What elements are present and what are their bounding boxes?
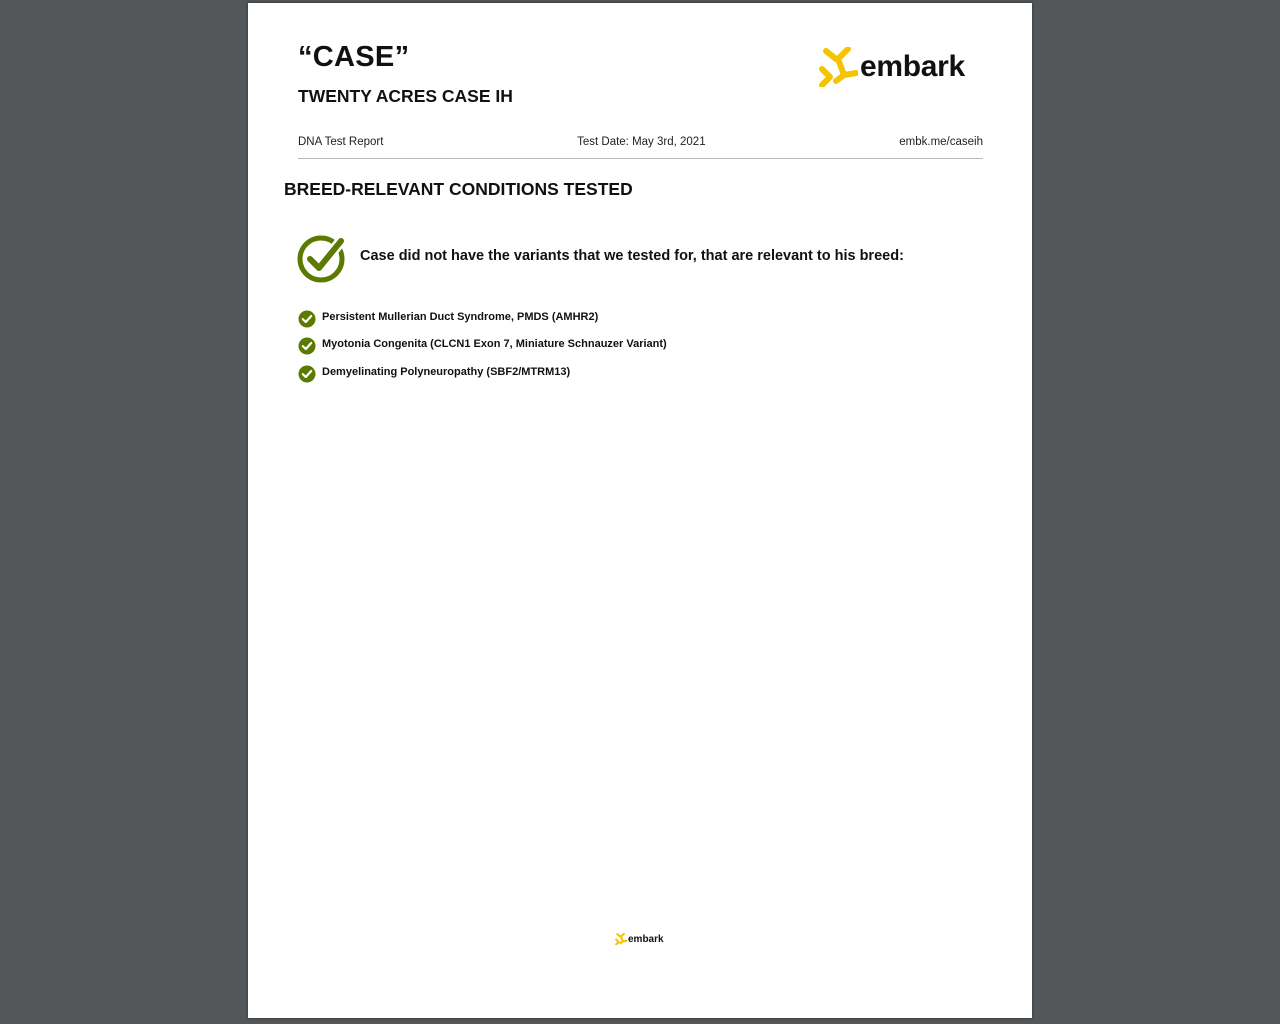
check-circle-icon [298, 310, 316, 328]
embark-wordmark: embark [860, 50, 965, 83]
embark-logo-icon [818, 47, 858, 87]
condition-label: Myotonia Congenita (CLCN1 Exon 7, Miniature Schnauzer Variant) [322, 338, 667, 351]
embark-wordmark: embark [628, 933, 664, 945]
report-meta [298, 136, 983, 148]
footer-logo [615, 931, 664, 947]
profile-link[interactable]: embk.me/caseih [899, 136, 983, 148]
condition-item [298, 331, 667, 359]
condition-label: Persistent Mullerian Duct Syndrome, PMDS (AMHR2) [322, 310, 599, 323]
check-circle-icon [298, 365, 316, 383]
report-type: DNA Test Report [298, 136, 384, 148]
condition-item [298, 303, 667, 331]
section-title: BREED-RELEVANT CONDITIONS TESTED [284, 179, 633, 199]
header-divider [298, 158, 983, 159]
test-date: Test Date: May 3rd, 2021 [577, 136, 706, 148]
registered-name: TWENTY ACRES CASE IH [298, 86, 513, 106]
check-circle-icon [297, 233, 347, 283]
results-summary: Case did not have the variants that we tested for, that are relevant to his breed: [360, 248, 904, 264]
dog-name: “CASE” [298, 41, 410, 73]
condition-label: Demyelinating Polyneuropathy (SBF2/MTRM13) [322, 365, 571, 378]
embark-logo [818, 43, 965, 91]
conditions-list [298, 303, 667, 386]
embark-logo-icon [615, 933, 627, 945]
check-circle-icon [298, 337, 316, 355]
report-page [248, 3, 1032, 1018]
condition-item [298, 358, 667, 386]
